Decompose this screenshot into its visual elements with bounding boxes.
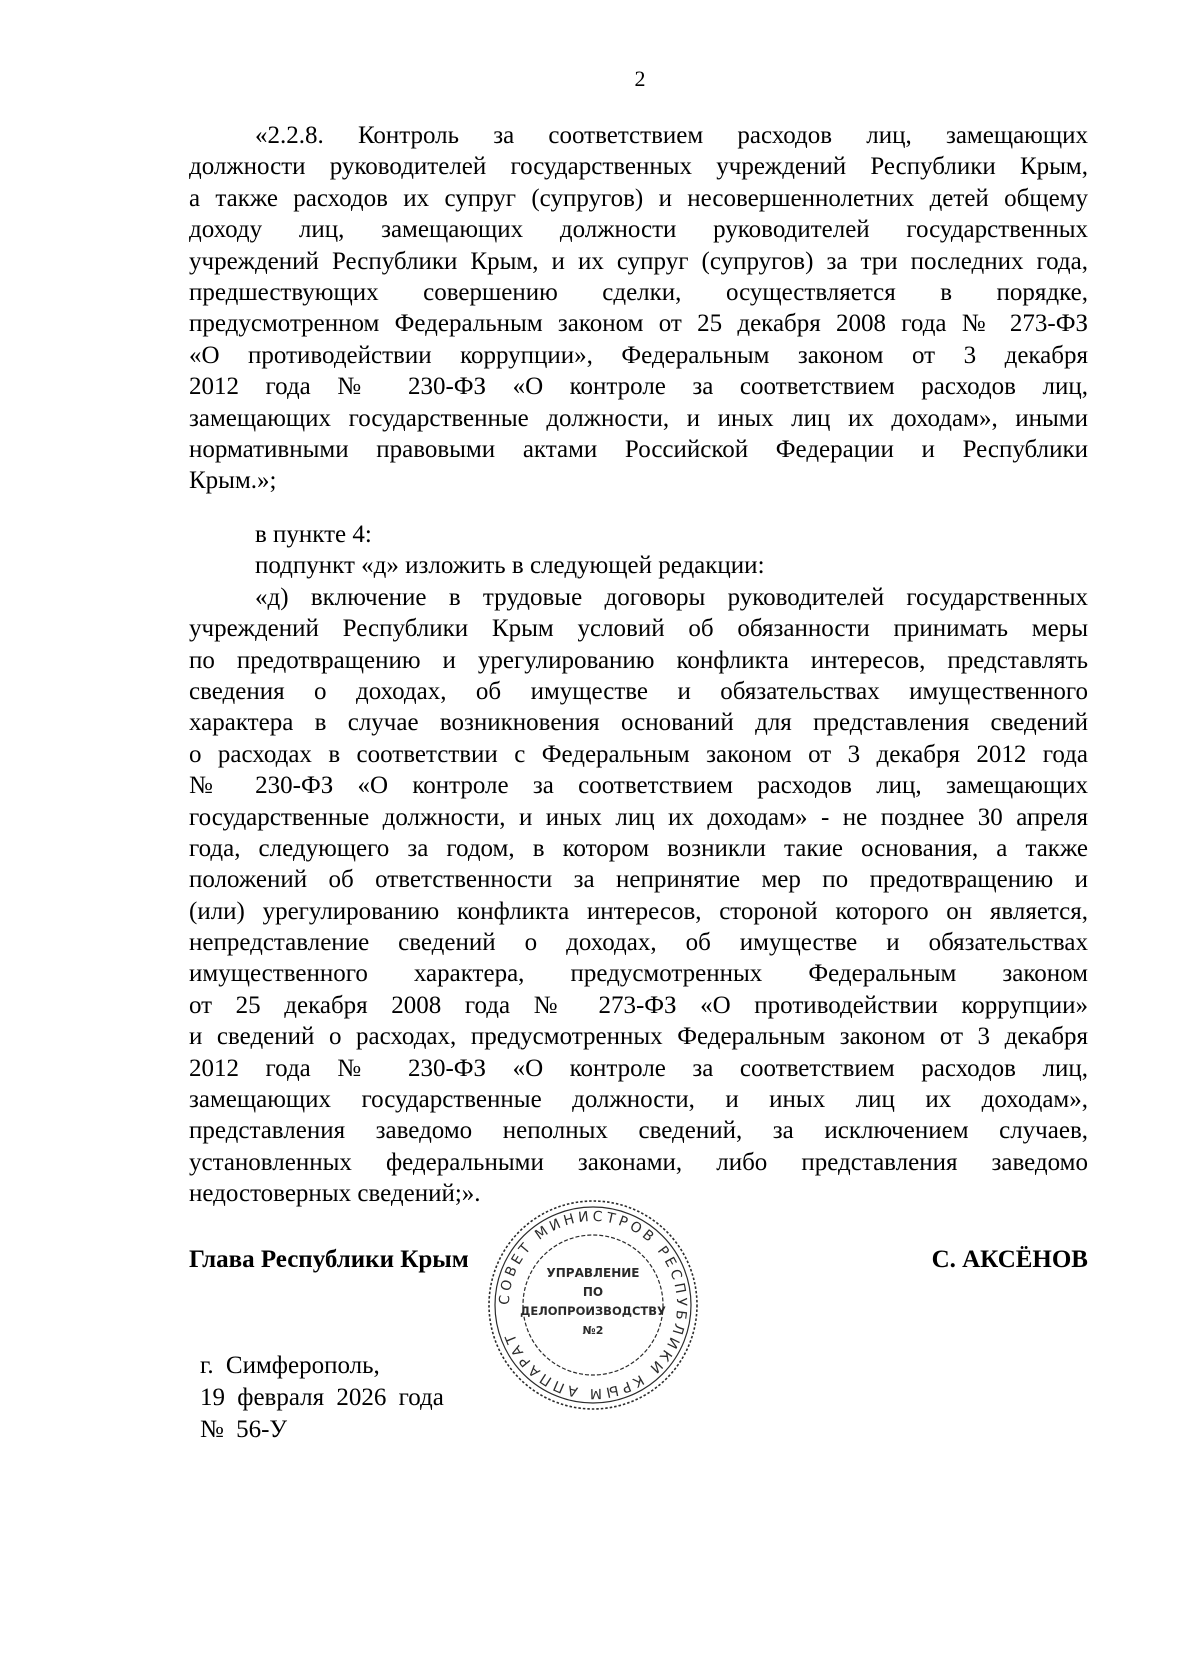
text-line: 2012 года № 230-ФЗ «О контроле за соответствием расходов лиц,: [189, 1054, 1088, 1082]
text-line: государственные должности, и иных лиц их доходам» - не позднее 30 апреля: [189, 803, 1088, 831]
text-line: положений об ответственности за непринятие мер по предотвращению и: [189, 866, 1088, 894]
text-line: установленных федеральными законами, либо представления заведомо: [189, 1148, 1088, 1176]
text-line: представления заведомо неполных сведений, за исключением случаев,: [189, 1117, 1088, 1145]
place-and-date: [200, 1350, 520, 1446]
svg-text:СОВЕТ МИНИСТРОВ РЕСПУБЛИКИ КРЫ: СОВЕТ МИНИСТРОВ РЕСПУБЛИКИ КРЫМ АППАРАТ: [496, 1208, 690, 1402]
text-line: нормативными правовыми актами Российской Федерации и Республики: [189, 435, 1088, 463]
text-line: «д) включение в трудовые договоры руководителей государственных: [255, 583, 1088, 611]
text-line: замещающих государственные должности, и иных лиц их доходам», иными: [189, 404, 1088, 432]
svg-text:УПРАВЛЕНИЕ: УПРАВЛЕНИЕ: [546, 1266, 640, 1280]
document-number: № 56-У: [200, 1416, 288, 1443]
text-line: № 230-ФЗ «О контроле за соответствием расходов лиц, замещающих: [189, 772, 1088, 800]
text-line: от 25 декабря 2008 года № 273-ФЗ «О противодействии коррупции»: [189, 991, 1088, 1019]
text-line: и сведений о расходах, предусмотренных Федеральным законом от 3 декабря: [189, 1023, 1088, 1051]
text-line: а также расходов их супруг (супругов) и несовершеннолетних детей общему: [189, 184, 1088, 212]
svg-text:№2: №2: [582, 1324, 604, 1337]
text-line: непредставление сведений о доходах, об имуществе и обязательствах: [189, 929, 1088, 957]
text-line: года, следующего за годом, в котором возникли такие основания, а также: [189, 834, 1088, 862]
text-line: замещающих государственные должности, и иных лиц их доходам»,: [189, 1086, 1088, 1114]
text-line: предшествующих совершению сделки, осуществляется в порядке,: [189, 278, 1088, 306]
signatory-name: С. АКСЁНОВ: [931, 1246, 1088, 1273]
text-line: «2.2.8. Контроль за соответствием расходов лиц, замещающих: [255, 122, 1088, 149]
document-date: 19 февраля 2026 года: [200, 1384, 444, 1411]
text-line: в пункте 4:: [255, 521, 372, 548]
text-line: «О противодействии коррупции», Федеральным законом от 3 декабря: [189, 341, 1088, 369]
text-line: предусмотренном Федеральным законом от 25 декабря 2008 года № 273-ФЗ: [189, 310, 1088, 338]
official-stamp-icon: [478, 1193, 708, 1418]
page-number: 2: [634, 66, 646, 91]
text-line: Крым.»;: [189, 467, 277, 495]
signatory-title: Глава Республики Крым: [189, 1246, 469, 1273]
paragraph-2-2-8: [189, 120, 1088, 497]
text-line: характера в случае возникновения оснований для представления сведений: [189, 709, 1088, 737]
text-line: (или) урегулированию конфликта интересов, стороной которого он является,: [189, 897, 1088, 925]
text-line: учреждений Республики Крым условий об обязанности принимать меры: [189, 615, 1088, 643]
svg-text:ДЕЛОПРОИЗВОДСТВУ: ДЕЛОПРОИЗВОДСТВУ: [520, 1304, 666, 1318]
text-line: доходу лиц, замещающих должности руководителей государственных: [189, 216, 1088, 244]
text-line: о расходах в соответствии с Федеральным законом от 3 декабря 2012 года: [189, 740, 1088, 768]
text-line: должности руководителей государственных учреждений Республики Крым,: [189, 153, 1088, 181]
city: г. Симферополь,: [200, 1352, 380, 1379]
paragraph-punkt-4: [189, 519, 1088, 1210]
text-line: недостоверных сведений;».: [189, 1180, 481, 1208]
text-line: 2012 года № 230-ФЗ «О контроле за соответствием расходов лиц,: [189, 373, 1088, 401]
text-line: сведения о доходах, об имуществе и обязательствах имущественного: [189, 677, 1088, 705]
text-line: учреждений Республики Крым, и их супруг (супругов) за три последних года,: [189, 247, 1088, 275]
text-line: имущественного характера, предусмотренных Федеральным законом: [189, 960, 1088, 988]
text-line: по предотвращению и урегулированию конфликта интересов, представлять: [189, 646, 1088, 674]
text-line: подпункт «д» изложить в следующей редакции:: [255, 552, 765, 580]
svg-text:ПО: ПО: [582, 1285, 604, 1299]
